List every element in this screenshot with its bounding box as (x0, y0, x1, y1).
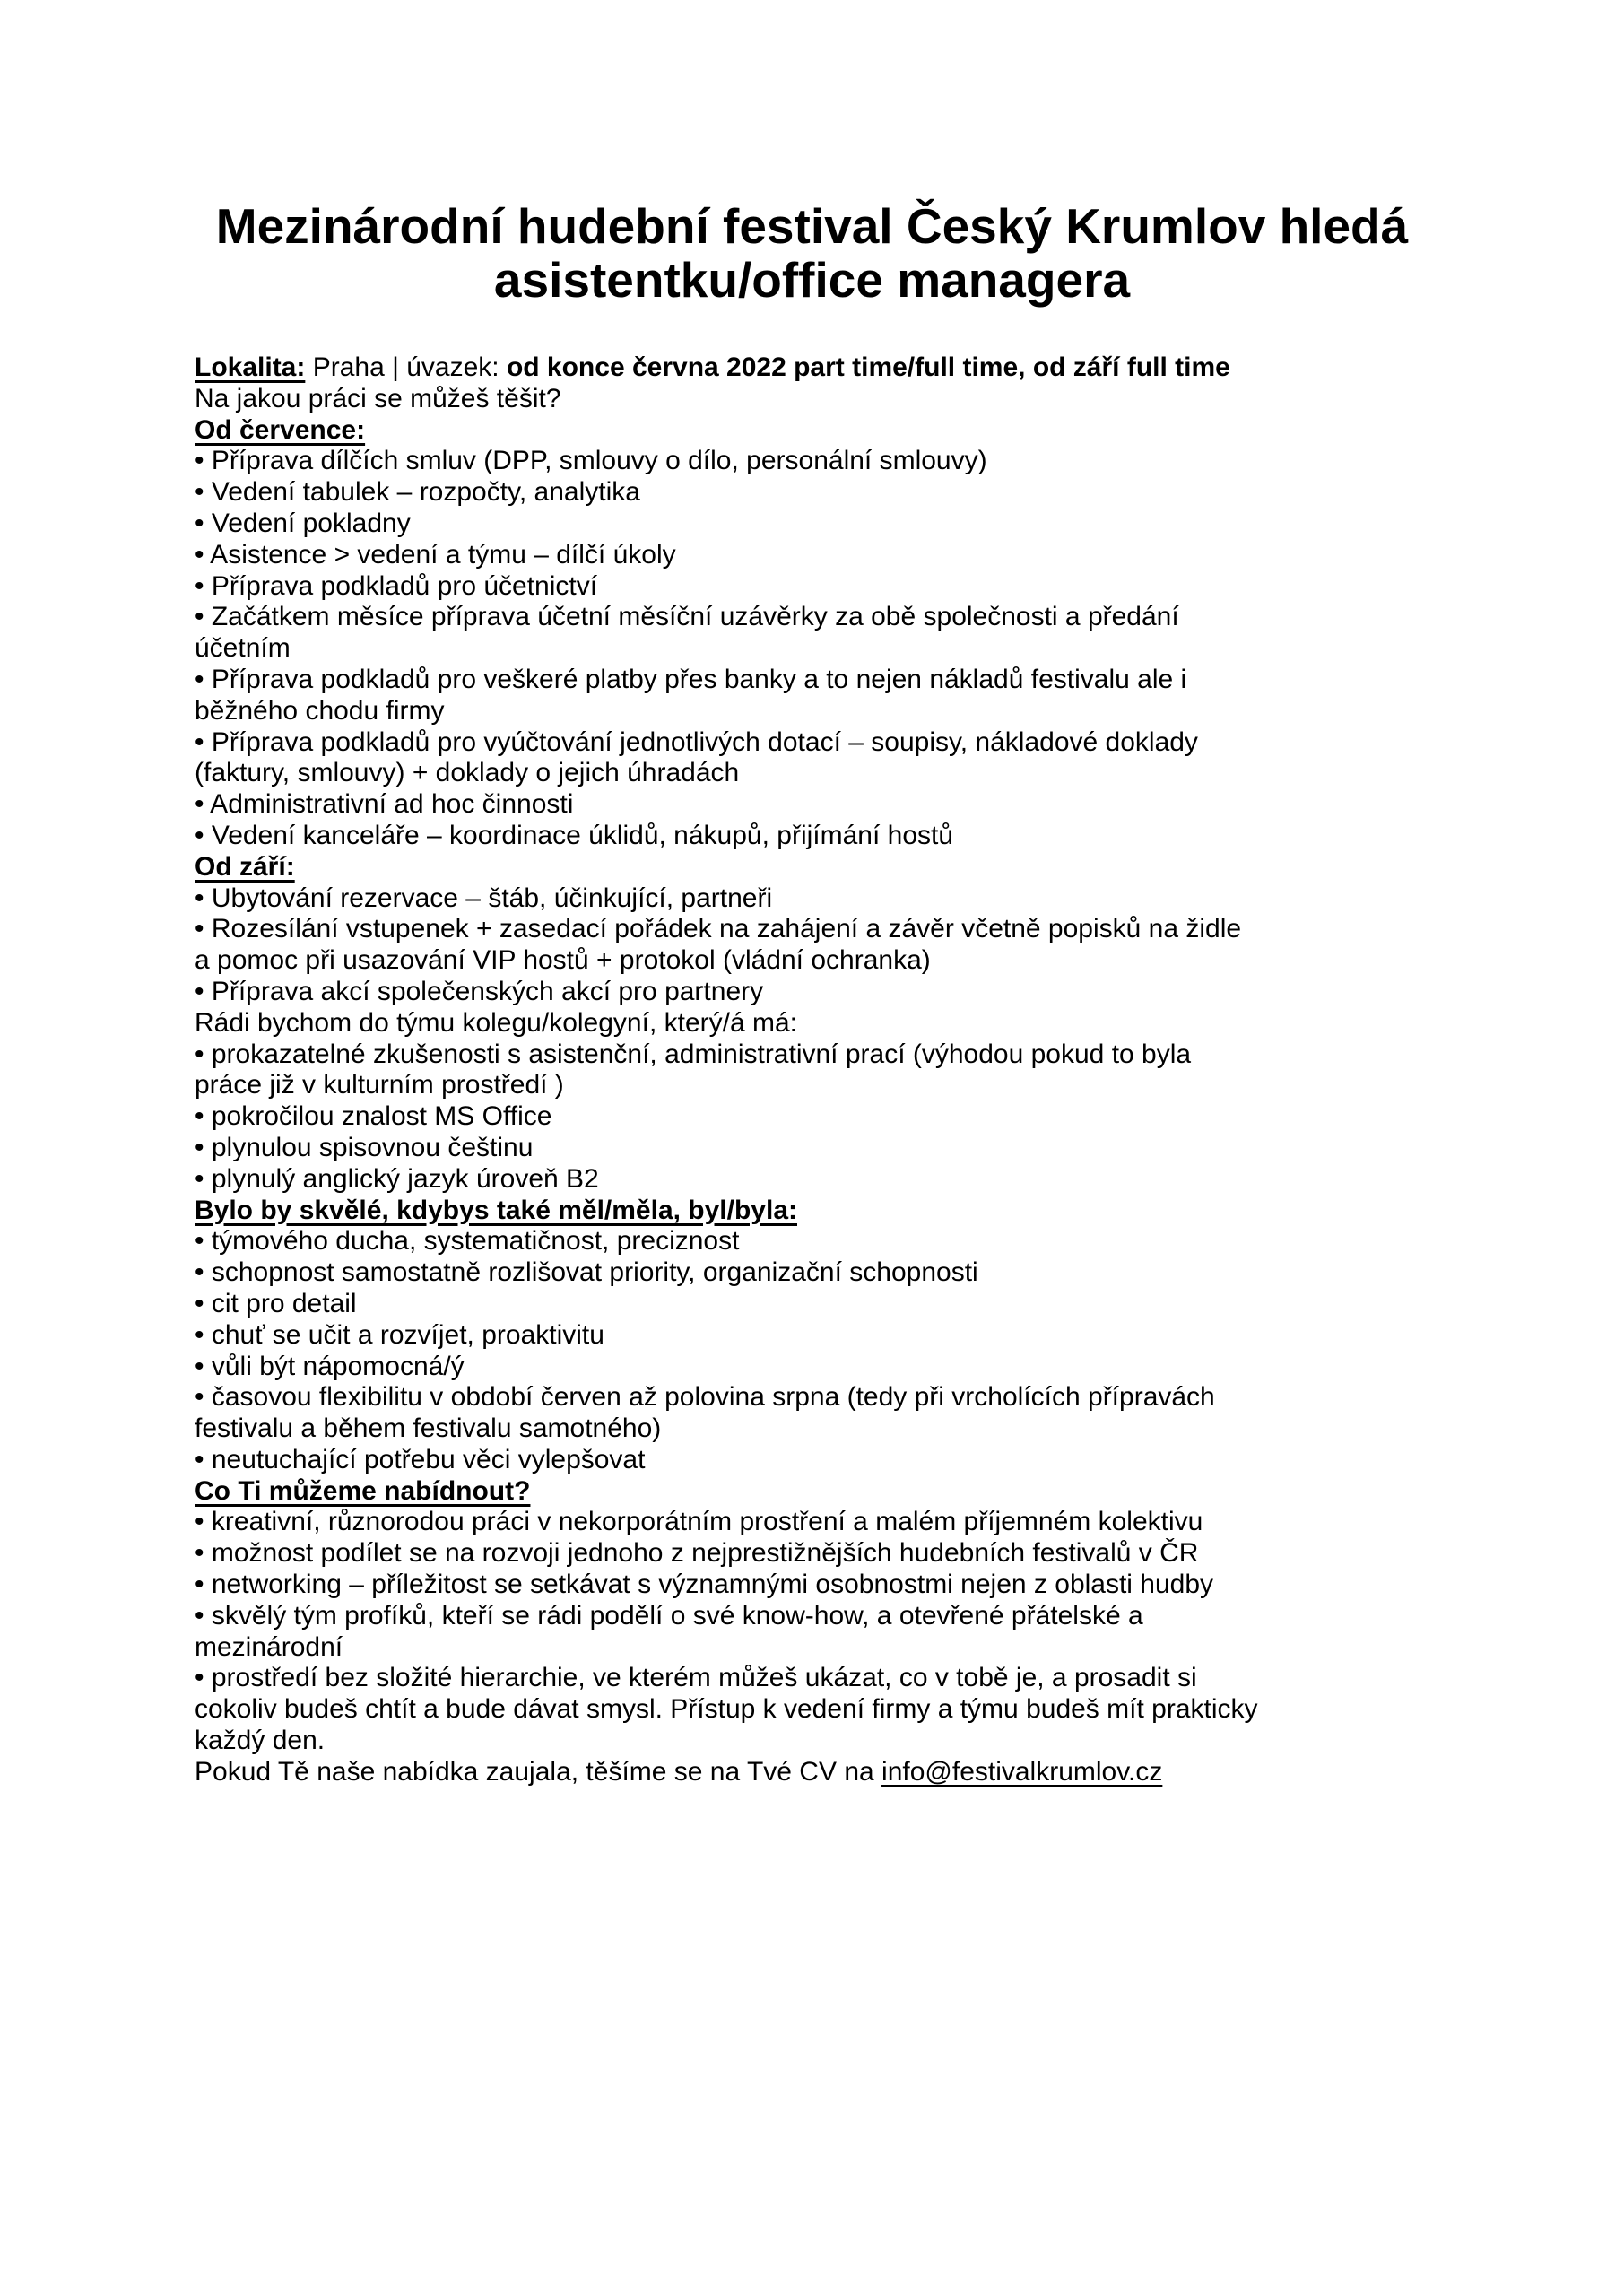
text-run: • možnost podílet se na rozvoji jednoho z nejprestižnějších hudebních festivalů v ČR (195, 1538, 1199, 1569)
text-run: • týmového ducha, systematičnost, preciznost (195, 1226, 740, 1257)
bullet-item (195, 1289, 1264, 1320)
text-run: • plynulou spisovnou češtinu (195, 1132, 534, 1162)
section-heading (195, 1476, 1264, 1508)
section-heading (195, 852, 1264, 883)
bullet-item (195, 477, 1264, 509)
bullet-item (195, 446, 1264, 477)
bullet-item (195, 1507, 1264, 1538)
text-run: • Vedení kanceláře – koordinace úklidů, nákupů, přijímání hostů (195, 820, 954, 850)
text-run: • Administrativní ad hoc činnosti (195, 789, 574, 820)
email-link[interactable]: info@festivalkrumlov.cz (881, 1756, 1163, 1787)
bullet-item (195, 665, 1264, 727)
text-run: Praha | úvazek: (305, 352, 507, 382)
text-run: od konce června 2022 part time/full time, od září full time (506, 352, 1230, 382)
bullet-item (195, 509, 1264, 540)
bullet-item (195, 602, 1264, 665)
bullet-item (195, 1257, 1264, 1289)
bullet-item (195, 1445, 1264, 1476)
text-run: Od září: (195, 851, 295, 882)
text-run: • Rozesílání vstupenek + zasedací pořádek na zahájení a závěr včetně popisků na židle a pomoc při usazování VIP hostů + protokol (vládní ochranka) (195, 914, 1242, 976)
text-run: • skvělý tým profíků, kteří se rádi podělí o své know-how, a otevřené přátelské a mezinárodní (195, 1600, 1143, 1662)
bullet-item (195, 540, 1264, 571)
paragraph (195, 384, 1264, 415)
text-run: • networking – příležitost se setkávat s významnými osobnostmi nejen z oblasti hudby (195, 1570, 1214, 1600)
title-line-2: asistentku/office managera (493, 252, 1131, 308)
bullet-item (195, 977, 1264, 1008)
text-run: • časovou flexibilitu v období červen až polovina srpna (tedy při vrcholících přípravách festivalu a během festivalu samotného) (195, 1382, 1215, 1444)
closing-line (195, 1757, 1264, 1788)
bullet-item (195, 1538, 1264, 1570)
text-run: • plynulý anglický jazyk úroveň B2 (195, 1163, 599, 1194)
bullet-item (195, 1039, 1264, 1102)
text-run: • vůli být nápomocná/ý (195, 1351, 465, 1381)
text-run: • neutuchající potřebu věci vylepšovat (195, 1444, 646, 1474)
section-heading (195, 415, 1264, 447)
bullet-item (195, 789, 1264, 821)
bullet-item (195, 1601, 1264, 1664)
bullet-item (195, 1133, 1264, 1164)
bullet-item (195, 1570, 1264, 1601)
text-run: • schopnost samostatně rozlišovat priority, organizační schopnosti (195, 1257, 978, 1288)
bullet-item (195, 571, 1264, 603)
text-run: • Příprava podkladů pro veškeré platby přes banky a to nejen nákladů festivalu ale i běžného chodu firmy (195, 664, 1187, 726)
bullet-item (195, 914, 1264, 977)
text-run: Bylo by skvělé, kdybys také měl/měla, byl/byla: (195, 1195, 797, 1225)
text-run: • prostředí bez složité hierarchie, ve kterém můžeš ukázat, co v tobě je, a prosadit si cokoliv budeš chtít a bude dávat smysl. Přístup k vedení firmy a týmu budeš mít prakticky každý den. (195, 1663, 1258, 1756)
document-title (195, 199, 1429, 307)
meta-line (195, 352, 1264, 384)
text-run: • pokročilou znalost MS Office (195, 1101, 552, 1132)
text-run: • Příprava podkladů pro účetnictví (195, 570, 598, 601)
section-heading (195, 1196, 1264, 1227)
text-run: • Příprava akcí společenských akcí pro partnery (195, 976, 764, 1006)
text-run: Od července: (195, 414, 366, 445)
text-run: • Příprava podkladů pro vyúčtování jednotlivých dotací – soupisy, nákladové doklady (faktury, smlouvy) + doklady o jejich úhradách (195, 726, 1198, 788)
bullet-item (195, 1663, 1264, 1756)
text-run: • Asistence > vedení a týmu – dílčí úkoly (195, 539, 676, 570)
bullet-item (195, 1101, 1264, 1133)
paragraph (195, 1008, 1264, 1039)
text-run: • prokazatelné zkušenosti s asistenční, administrativní prací (výhodou pokud to byla práce již v kulturním prostředí ) (195, 1039, 1192, 1100)
text-run: • Začátkem měsíce příprava účetní měsíční uzávěrky za obě společnosti a předání účetním (195, 602, 1179, 664)
text-run: • chuť se učit a rozvíjet, proaktivitu (195, 1319, 604, 1350)
text-run: • Příprava dílčích smluv (DPP, smlouvy o dílo, personální smlouvy) (195, 446, 987, 476)
bullet-item (195, 821, 1264, 852)
text-run: • Vedení pokladny (195, 508, 411, 538)
bullet-item (195, 883, 1264, 915)
text-run: • cit pro detail (195, 1288, 357, 1318)
text-run: Na jakou práci se můžeš těšit? (195, 383, 561, 413)
document-body (195, 352, 1264, 1788)
bullet-item (195, 1320, 1264, 1352)
bullet-item (195, 1164, 1264, 1196)
text-run: Lokalita: (195, 352, 306, 382)
text-run: • kreativní, různorodou práci v nekorporátním prostření a malém příjemném kolektivu (195, 1507, 1203, 1537)
text-run: Co Ti můžeme nabídnout? (195, 1475, 531, 1506)
text-run: Rádi bychom do týmu kolegu/kolegyní, který/á má: (195, 1007, 797, 1038)
bullet-item (195, 1226, 1264, 1257)
text-run: Pokud Tě naše nabídka zaujala, těšíme se na Tvé CV na (195, 1756, 882, 1787)
bullet-item (195, 1382, 1264, 1445)
bullet-item (195, 727, 1264, 790)
text-run: • Vedení tabulek – rozpočty, analytika (195, 477, 640, 508)
text-run: • Ubytování rezervace – štáb, účinkující, partneři (195, 883, 773, 913)
bullet-item (195, 1352, 1264, 1383)
title-line-1: Mezinárodní hudební festival Český Krumlov hledá (215, 198, 1409, 254)
